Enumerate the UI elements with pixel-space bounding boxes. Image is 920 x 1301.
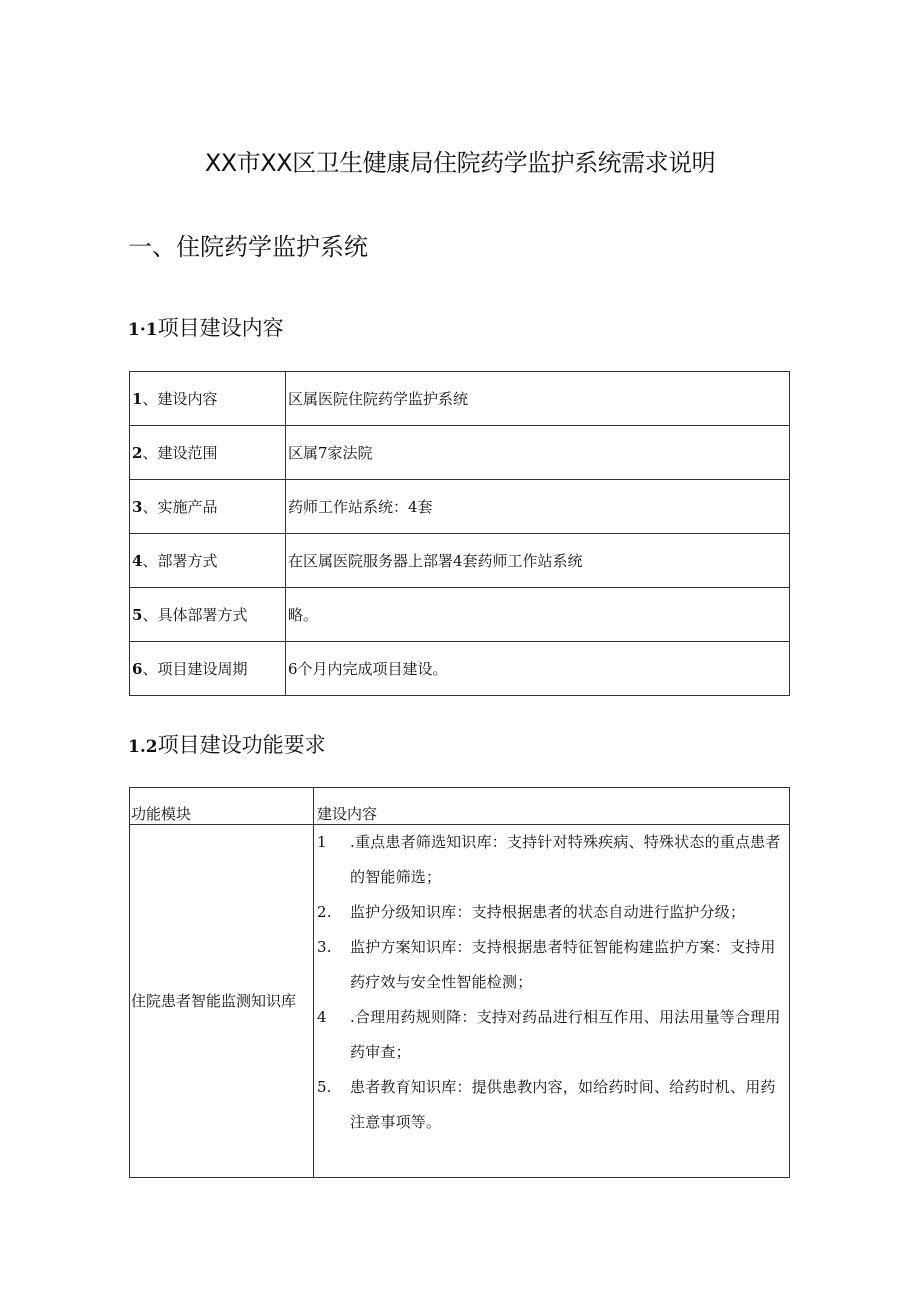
row-label-cell [130, 642, 286, 696]
row-label: 、具体部署方式 [142, 606, 248, 624]
requirement-list [314, 825, 789, 1140]
list-item [314, 825, 789, 895]
row-label-cell [130, 372, 286, 426]
table-row [130, 426, 790, 480]
subsection-number: 1·1 [128, 320, 158, 340]
row-label-cell [130, 588, 286, 642]
row-value-cell: 略。 [286, 588, 790, 642]
item-text: 监护方案知识库：支持根据患者特征智能构建监护方案：支持用药疗效与安全性智能检测； [350, 938, 776, 991]
item-index: 4 [317, 1008, 327, 1026]
subsection-heading-1-2 [128, 730, 326, 762]
header-module: 功能模块 [130, 788, 314, 825]
item-text: 监护分级知识库：支持根据患者的状态自动进行监护分级； [350, 903, 746, 921]
row-value-cell: 药师工作站系统：4套 [286, 480, 790, 534]
list-item [314, 930, 789, 1000]
item-index: 5. [317, 1078, 332, 1096]
row-label-cell [130, 480, 286, 534]
section-heading-1: 一、住院药学监护系统 [128, 233, 368, 261]
row-label: 、建设内容 [142, 390, 218, 408]
item-text: .重点患者筛选知识库：支持针对特殊疾病、特殊状态的重点患者的智能筛选； [350, 833, 781, 886]
row-label: 、实施产品 [142, 498, 218, 516]
document-title: XX市XX区卫生健康局住院药学监护系统需求说明 [204, 149, 716, 177]
row-value-cell: 区属医院住院药学监护系统 [286, 372, 790, 426]
function-requirements-table [129, 787, 790, 1178]
subsection-number: 1.2 [128, 737, 158, 757]
table-row [130, 825, 790, 1178]
subsection-title: 项目建设功能要求 [157, 733, 326, 757]
list-item [314, 1070, 789, 1140]
row-label: 、部署方式 [142, 552, 218, 570]
item-index: 1 [317, 833, 327, 851]
row-number: 1 [132, 390, 143, 408]
header-content: 建设内容 [314, 788, 790, 825]
list-item [314, 1000, 789, 1070]
row-label-cell [130, 534, 286, 588]
table-row [130, 534, 790, 588]
subsection-title: 项目建设内容 [157, 316, 284, 340]
row-value-cell: 区属7家法院 [286, 426, 790, 480]
row-number: 6 [132, 660, 143, 678]
row-number: 4 [132, 552, 143, 570]
list-item [314, 895, 789, 930]
module-name: 住院患者智能监测知识库 [130, 825, 314, 1178]
table-row [130, 480, 790, 534]
row-value-cell: 6个月内完成项目建设。 [286, 642, 790, 696]
item-text: 患者教育知识库：提供患教内容，如给药时间、给药时机、用药注意事项等。 [350, 1078, 776, 1131]
item-index: 3. [317, 938, 332, 956]
row-label: 、建设范围 [142, 444, 218, 462]
table-row [130, 588, 790, 642]
content-cell [314, 825, 790, 1178]
construction-content-table [129, 371, 790, 696]
row-label-cell [130, 426, 286, 480]
item-index: 2. [317, 903, 332, 921]
row-number: 5 [132, 606, 143, 624]
row-number: 3 [132, 498, 143, 516]
row-value-cell: 在区属医院服务器上部署4套药师工作站系统 [286, 534, 790, 588]
subsection-heading-1-1 [128, 313, 284, 345]
table-row [130, 372, 790, 426]
row-label: 、项目建设周期 [142, 660, 248, 678]
row-number: 2 [132, 444, 143, 462]
item-text: .合理用药规则降：支持对药品进行相互作用、用法用量等合理用药审查； [350, 1008, 781, 1061]
table-header-row [130, 788, 790, 825]
table-row [130, 642, 790, 696]
